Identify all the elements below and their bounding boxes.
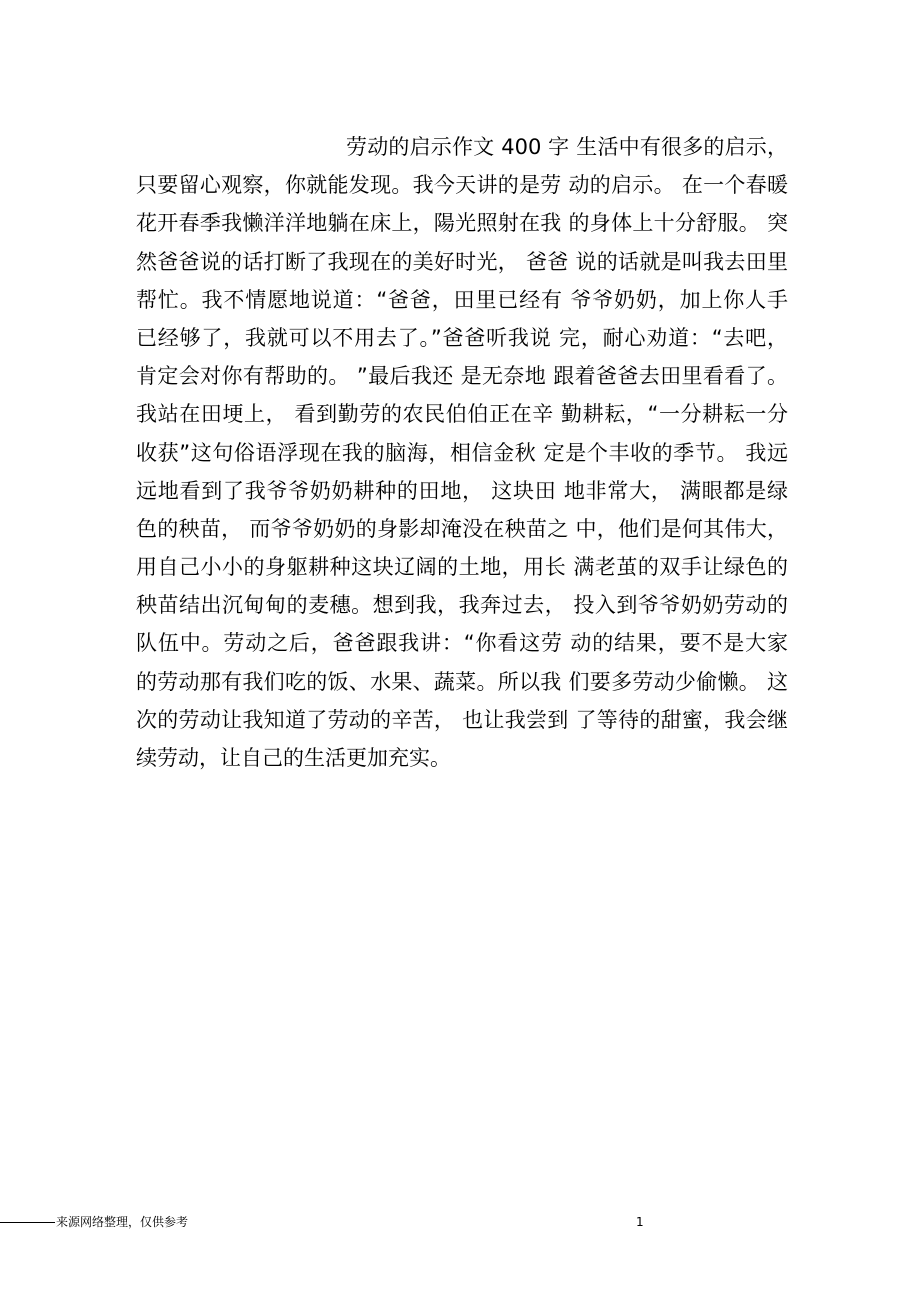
- page-footer: [0, 1213, 920, 1233]
- essay-line: 秧苗结出沉甸甸的麦穗。想到我，我奔过去， 投入到爷爷奶奶劳动的: [136, 593, 788, 618]
- essay-line: 的劳动那有我们吃的饭、水果、蔬菜。所以我 们要多劳动少偷懒。 这: [136, 669, 788, 694]
- page-number: 1: [636, 1215, 644, 1229]
- footer-source-note: 来源网络整理，仅供参考: [56, 1215, 189, 1229]
- essay-body: [136, 128, 788, 777]
- essay-line-final: 续劳动，让自己的生活更加充实。: [136, 746, 451, 770]
- essay-line: 队伍中。劳动之后，爸爸跟我讲：“你看这劳 动的结果，要不是大家: [136, 631, 788, 656]
- essay-line: 色的秧苗， 而爷爷奶奶的身影却淹没在秧苗之 中，他们是何其伟大，: [136, 516, 788, 541]
- essay-line: 远地看到了我爷爷奶奶耕种的田地， 这块田 地非常大， 满眼都是绿: [136, 478, 788, 503]
- essay-line: 我站在田埂上， 看到勤劳的农民伯伯正在辛 勤耕耘，“一分耕耘一分: [136, 402, 788, 427]
- essay-line: 肯定会对你有帮助的。 ”最后我还 是无奈地 跟着爸爸去田里看看了。: [136, 364, 788, 389]
- essay-line: 然爸爸说的话打断了我现在的美好时光， 爸爸 说的话就是叫我去田里: [136, 249, 788, 274]
- essay-line: 收获”这句俗语浮现在我的脑海，相信金秋 定是个丰收的季节。 我远: [136, 440, 788, 465]
- essay-line: 帮忙。我不情愿地说道：“爸爸，田里已经有 爷爷奶奶，加上你人手: [136, 287, 788, 312]
- essay-line: 只要留心观察，你就能发现。我今天讲的是劳 动的启示。 在一个春暖: [136, 173, 788, 198]
- essay-line: 次的劳动让我知道了劳动的辛苦， 也让我尝到 了等待的甜蜜，我会继: [136, 707, 788, 732]
- essay-line: 已经够了，我就可以不用去了。”爸爸听我说 完，耐心劝道：“去吧，: [136, 325, 788, 350]
- essay-line: 花开春季我懒洋洋地躺在床上，陽光照射在我 的身体上十分舒服。 突: [136, 211, 788, 236]
- essay-line-title: 劳动的启示作文 400 字 生活中有很多的启示，: [346, 135, 788, 159]
- essay-line: 用自己小小的身躯耕种这块辽阔的土地，用长 满老茧的双手让绿色的: [136, 555, 788, 580]
- footer-rule: [0, 1222, 55, 1223]
